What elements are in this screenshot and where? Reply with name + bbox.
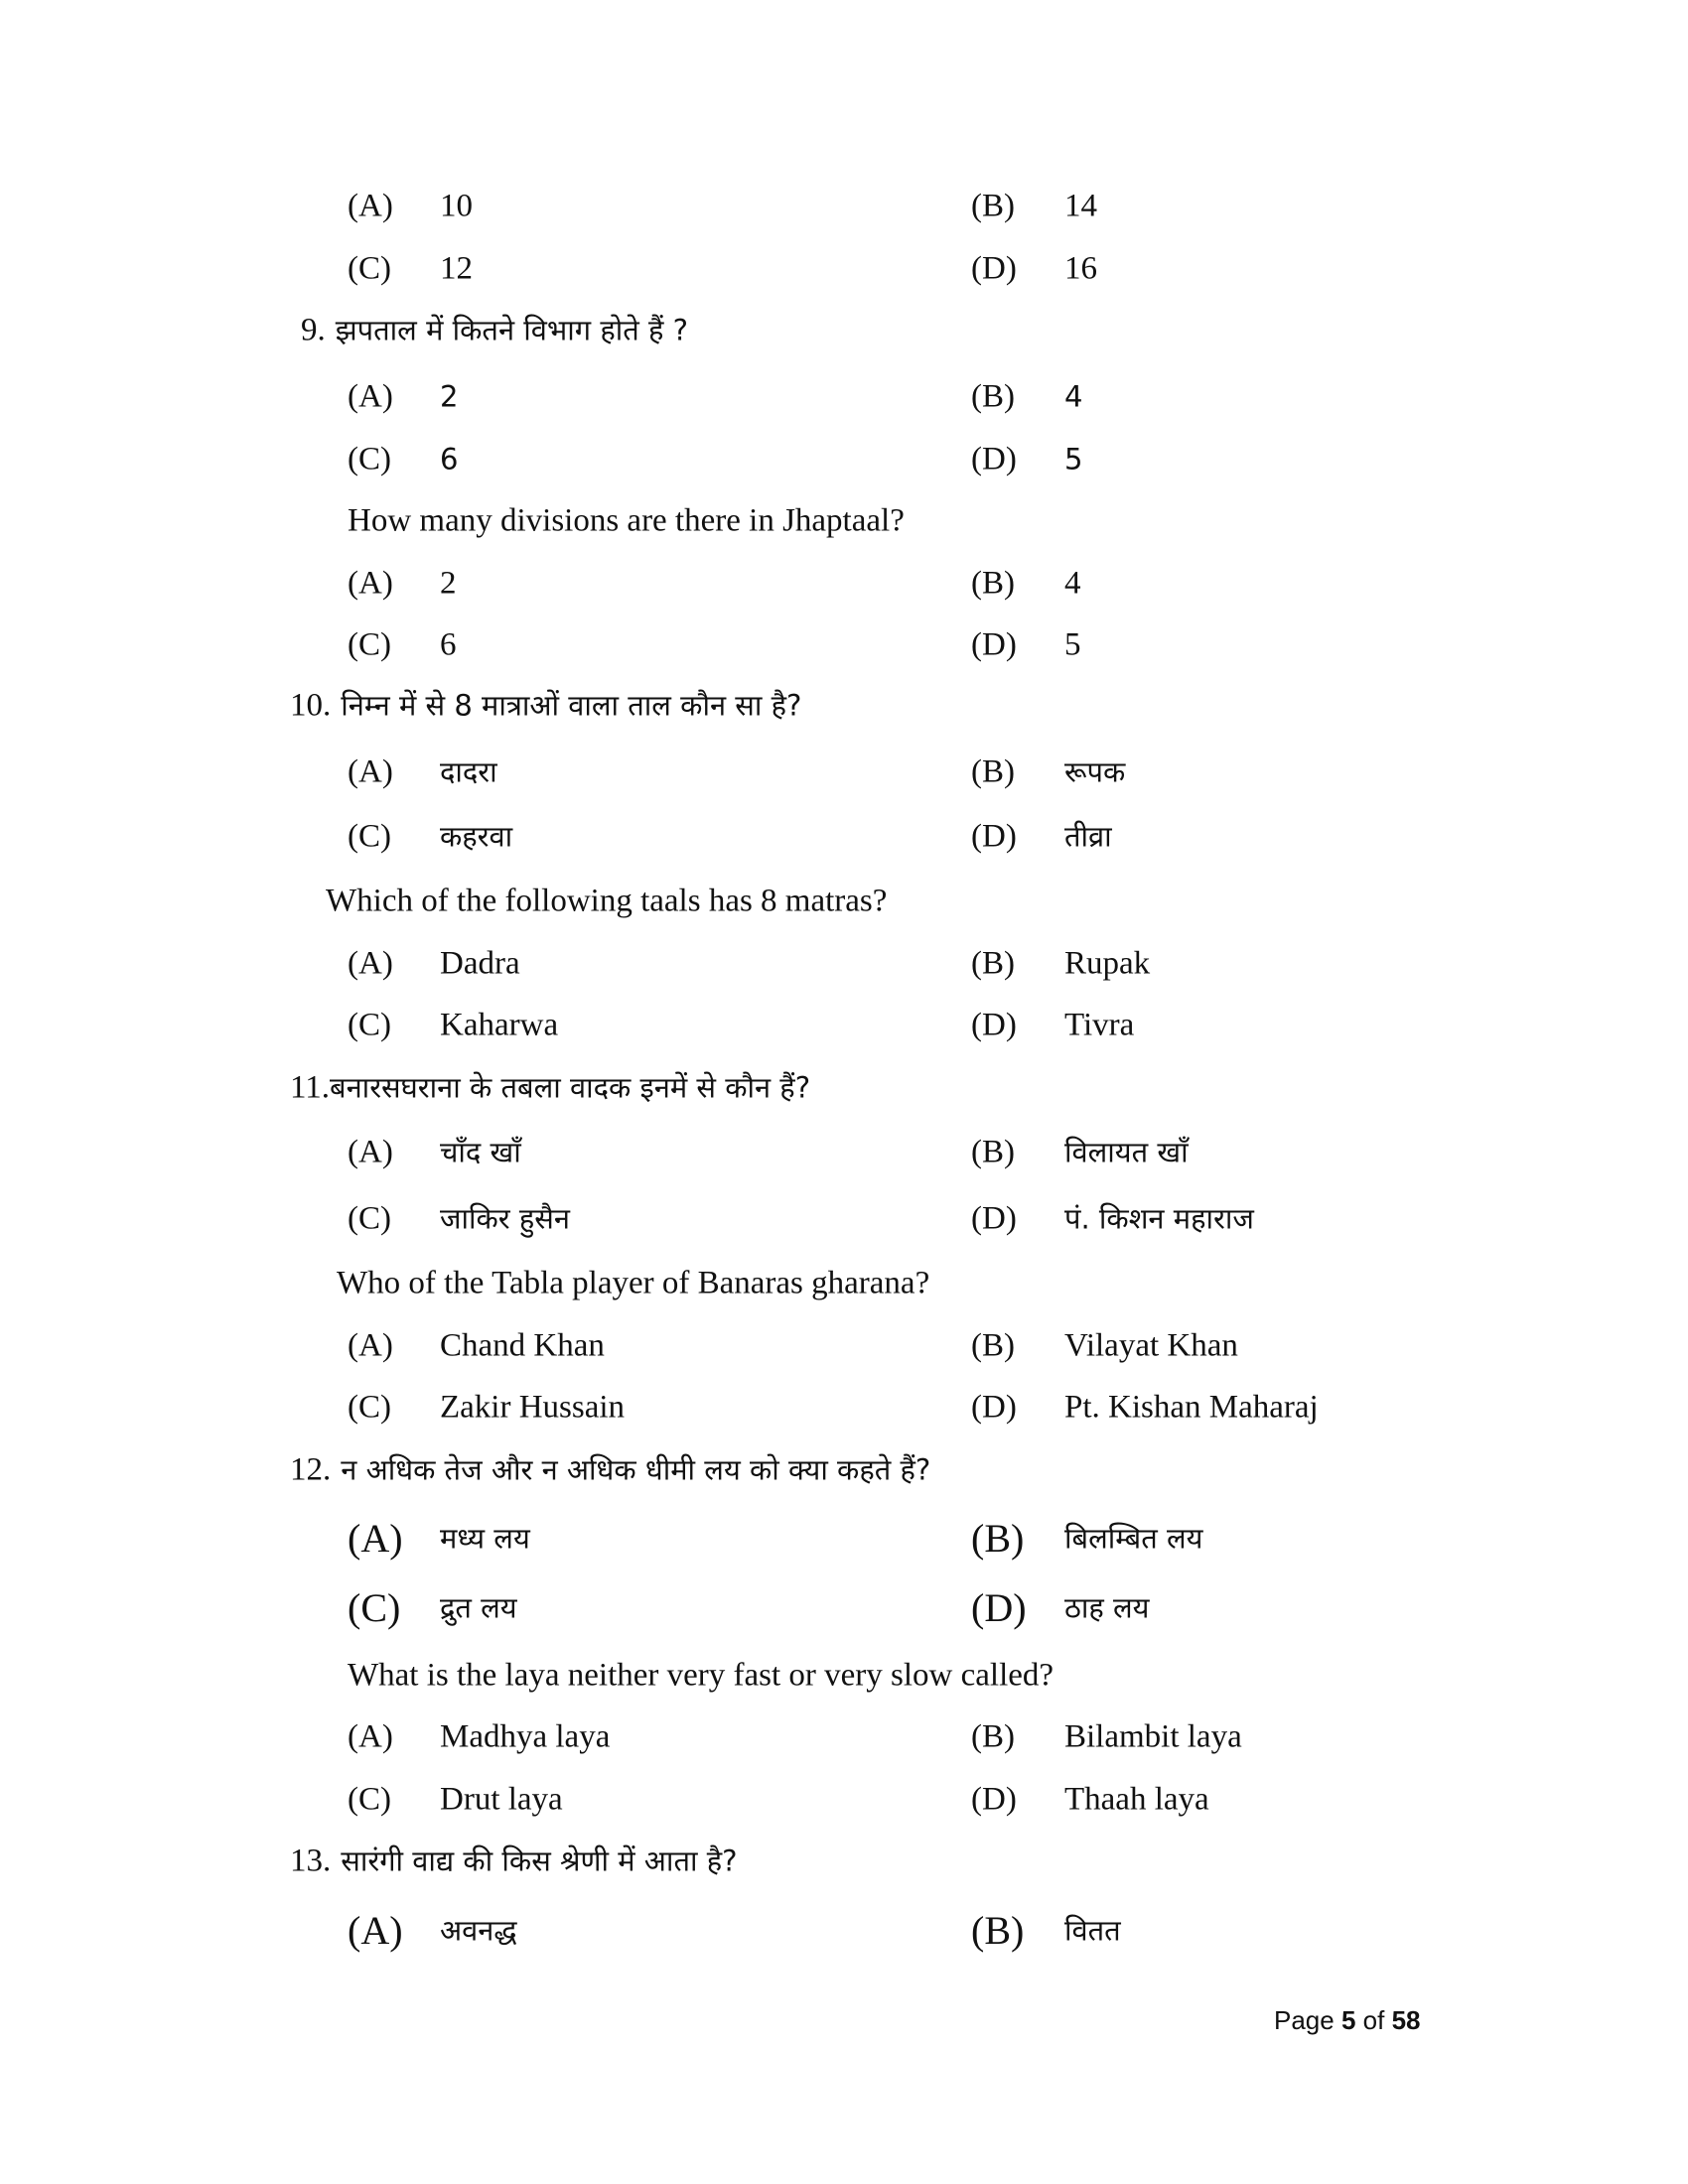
option-label: (A) (348, 1718, 393, 1755)
option-text: Vilayat Khan (1064, 1327, 1238, 1364)
option-text: 5 (1064, 626, 1081, 663)
option-label: (B) (971, 1908, 1025, 1953)
option-label: (B) (971, 1718, 1015, 1755)
question-hindi (290, 1845, 738, 1878)
option-label: (B) (971, 753, 1015, 790)
question-text-english: How many divisions are there in Jhaptaal? (348, 502, 905, 539)
option-label: (D) (971, 818, 1017, 855)
option-text: पं. किशन महाराज (1064, 1201, 1254, 1236)
option-label: (C) (348, 626, 391, 663)
option-text: वितत (1064, 1913, 1121, 1948)
option-label: (A) (348, 1516, 403, 1561)
question-hindi (290, 687, 802, 724)
question-number: 11. (290, 1069, 331, 1106)
question-text-hindi: बनारसघराना के तबला वादक इनमें से कौन हैं? (330, 1070, 811, 1105)
option-label: (D) (971, 1007, 1017, 1043)
question-text-hindi: सारंगी वाद्य की किस श्रेणी में आता है? (341, 1843, 738, 1878)
option-text: 12 (440, 250, 473, 287)
option-text: Kaharwa (440, 1007, 559, 1043)
option-label: (B) (971, 188, 1015, 224)
option-label: (C) (348, 1389, 391, 1426)
option-label: (B) (971, 1516, 1025, 1561)
option-text: Madhya laya (440, 1718, 611, 1755)
option-label: (A) (348, 378, 393, 415)
option-text: Thaah laya (1064, 1781, 1209, 1818)
question-number: 12. (290, 1451, 332, 1488)
option-text: 14 (1064, 188, 1097, 224)
option-label: (A) (348, 945, 393, 982)
option-label: (D) (971, 250, 1017, 287)
option-label: (D) (971, 626, 1017, 663)
option-label: (A) (348, 753, 393, 790)
option-label: (A) (348, 1134, 393, 1170)
question-text-hindi: झपताल में कितने विभाग होते हैं ? (335, 313, 689, 347)
option-label: (B) (971, 1327, 1015, 1364)
option-text: Chand Khan (440, 1327, 605, 1364)
option-label: (D) (971, 1389, 1017, 1426)
question-text-english: What is the laya neither very fast or very slow called? (348, 1657, 1055, 1694)
option-label: (D) (971, 1585, 1027, 1630)
option-label: (C) (348, 250, 391, 287)
option-label: (C) (348, 441, 391, 478)
question-number: 13. (290, 1843, 332, 1879)
question-number: 9. (301, 312, 326, 348)
option-text: 5 (1064, 442, 1083, 477)
option-label: (D) (971, 1200, 1017, 1237)
option-text: बिलम्बित लय (1064, 1521, 1203, 1556)
option-label: (A) (348, 1908, 403, 1953)
option-text: Bilambit laya (1064, 1718, 1242, 1755)
total-pages: 58 (1391, 2005, 1421, 2035)
option-text: विलायत खाँ (1064, 1135, 1189, 1169)
of-word: of (1362, 2005, 1385, 2035)
option-label: (A) (348, 1327, 393, 1364)
question-hindi (290, 1069, 811, 1106)
option-text: 6 (440, 442, 459, 477)
question-hindi (301, 312, 689, 348)
option-text: Dadra (440, 945, 520, 982)
option-label: (C) (348, 1007, 391, 1043)
option-text: कहरवा (440, 819, 513, 854)
option-label: (A) (348, 188, 393, 224)
option-text: अवनद्ध (440, 1913, 517, 1948)
option-text: जाकिर हुसैन (440, 1201, 570, 1236)
option-text: Zakir Hussain (440, 1389, 626, 1426)
option-text: दादरा (440, 754, 497, 789)
option-label: (C) (348, 1781, 391, 1818)
option-text: 2 (440, 565, 457, 602)
option-label: (B) (971, 378, 1015, 415)
question-text-hindi: निम्न में से 8 मात्राओं वाला ताल कौन सा है? (341, 688, 802, 723)
option-text: चाँद खाँ (440, 1135, 521, 1169)
option-text: Tivra (1064, 1007, 1135, 1043)
option-text: Drut laya (440, 1781, 563, 1818)
option-text: 4 (1064, 565, 1081, 602)
option-text: Rupak (1064, 945, 1151, 982)
option-text: ठाह लय (1064, 1590, 1150, 1625)
page-number-footer (1274, 2005, 1421, 2036)
option-text: 6 (440, 626, 457, 663)
option-text: 10 (440, 188, 473, 224)
option-text: 4 (1064, 379, 1083, 414)
option-label: (C) (348, 1585, 401, 1630)
question-text-english: Who of the Tabla player of Banaras gharana? (337, 1265, 930, 1301)
option-text: 2 (440, 379, 459, 414)
option-text: द्रुत लय (440, 1590, 517, 1625)
option-label: (C) (348, 818, 391, 855)
option-label: (B) (971, 1134, 1015, 1170)
option-label: (D) (971, 1781, 1017, 1818)
option-text: Pt. Kishan Maharaj (1064, 1389, 1319, 1426)
option-text: मध्य लय (440, 1521, 530, 1556)
question-text-hindi: न अधिक तेज और न अधिक धीमी लय को क्या कहते हैं? (341, 1452, 931, 1487)
option-label: (C) (348, 1200, 391, 1237)
question-hindi (290, 1451, 931, 1488)
question-number: 10. (290, 687, 332, 724)
page-word: Page (1274, 2005, 1335, 2035)
option-label: (D) (971, 441, 1017, 478)
option-label: (A) (348, 565, 393, 602)
question-text-english: Which of the following taals has 8 matras? (326, 883, 888, 919)
option-text: रूपक (1064, 754, 1126, 789)
option-text: 16 (1064, 250, 1097, 287)
option-text: तीव्रा (1064, 819, 1112, 854)
current-page: 5 (1340, 2005, 1356, 2035)
option-label: (B) (971, 565, 1015, 602)
option-label: (B) (971, 945, 1015, 982)
